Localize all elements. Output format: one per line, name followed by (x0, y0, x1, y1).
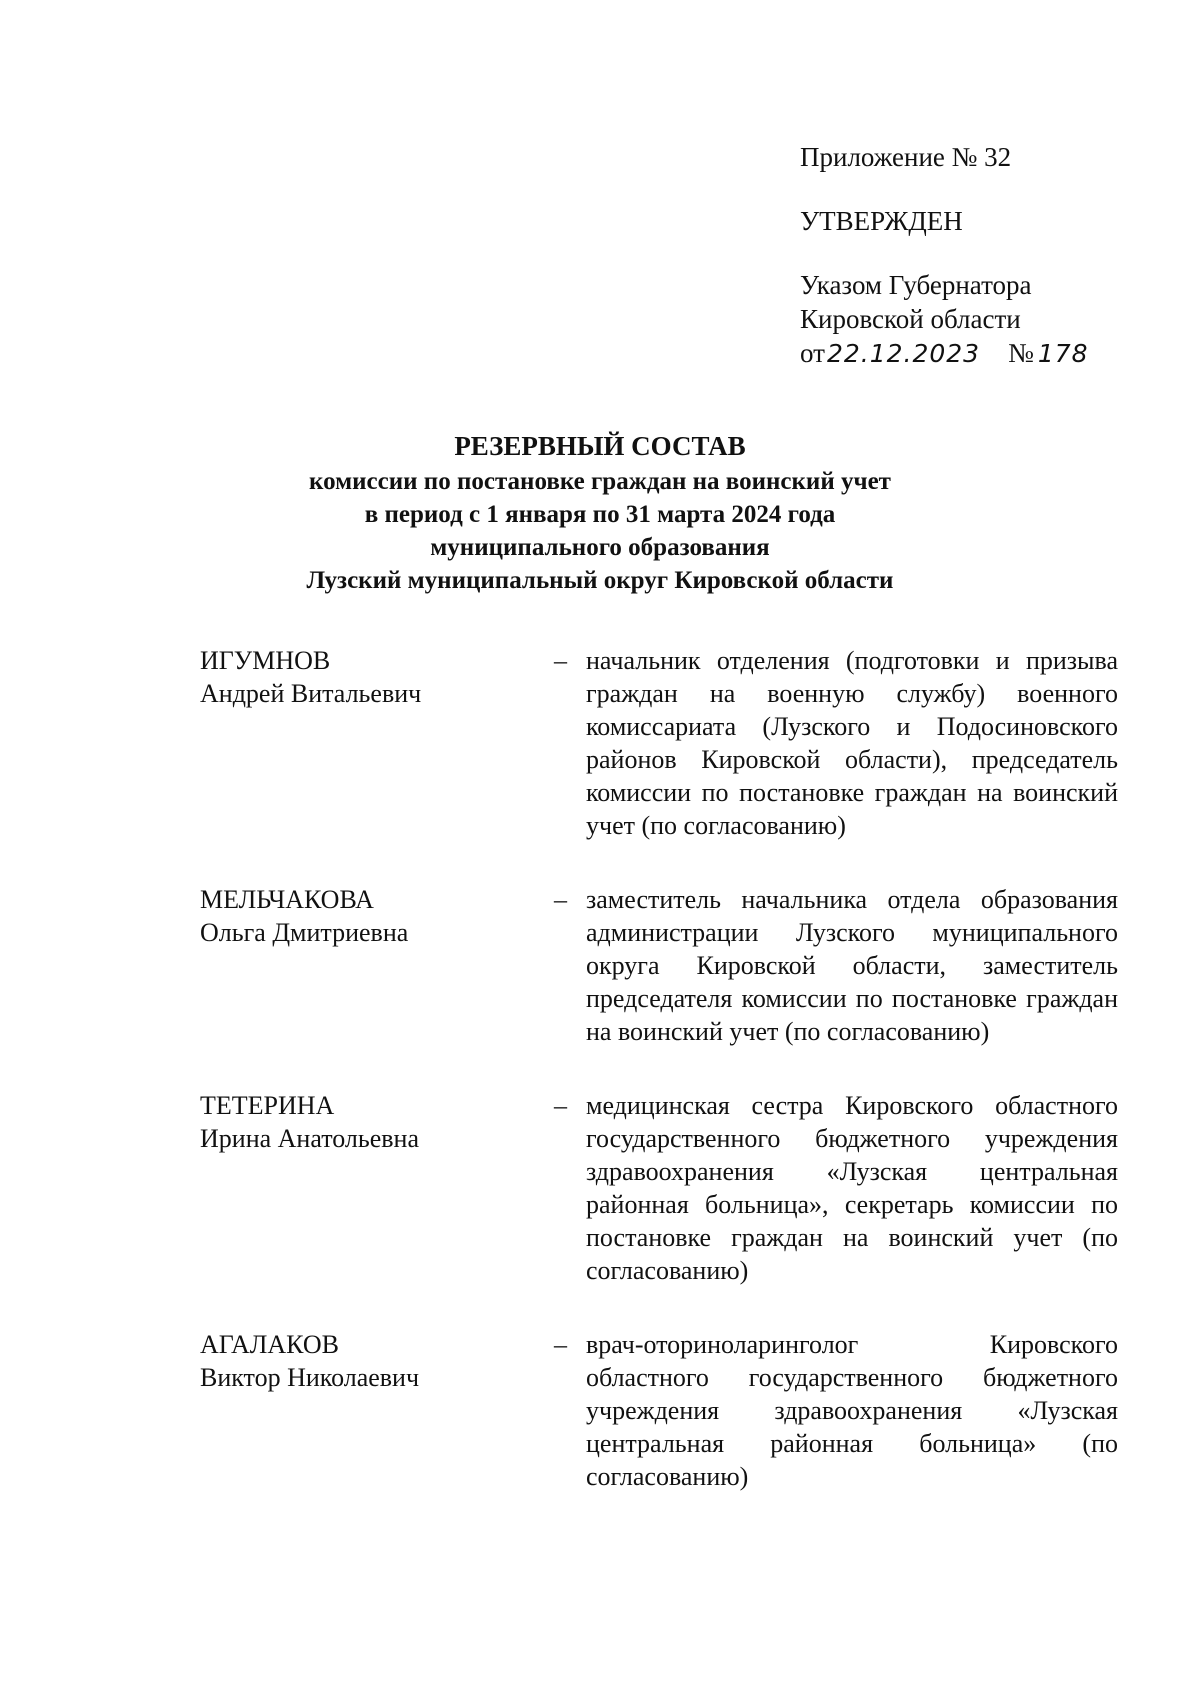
approval-stamp (800, 140, 1160, 371)
approved-by-line2: Кировской области (800, 304, 1021, 334)
decree-date: 22.12.2023 (826, 339, 981, 368)
document-title (150, 430, 1050, 597)
members-list (200, 644, 1120, 1534)
date-prefix: от (800, 338, 825, 368)
approved-label: УТВЕРЖДЕН (800, 206, 963, 236)
member-dash: – (554, 646, 567, 675)
number-prefix: № (1008, 338, 1034, 368)
member-given-name: Виктор Николаевич (200, 1363, 420, 1392)
member-row (200, 1328, 1120, 1493)
member-name (200, 644, 550, 842)
member-name (200, 883, 550, 1048)
member-dash: – (554, 1330, 567, 1359)
member-name (200, 1328, 550, 1493)
member-row (200, 644, 1120, 842)
title-main: РЕЗЕРВНЫЙ СОСТАВ (454, 431, 746, 461)
member-given-name: Андрей Витальевич (200, 679, 422, 708)
member-surname: МЕЛЬЧАКОВА (200, 885, 374, 914)
member-row (200, 883, 1120, 1048)
member-surname: ТЕТЕРИНА (200, 1091, 335, 1120)
title-line-4: Лузский муниципальный округ Кировской области (306, 567, 894, 594)
decree-date-number (800, 336, 1160, 371)
member-role: заместитель начальника отдела образования администрации Лузского муниципального округа Кировской области, заместитель председателя комиссии по постановке граждан на воинский учет (по согласованию) (586, 885, 1118, 1046)
member-given-name: Ирина Анатольевна (200, 1124, 419, 1153)
member-surname: ИГУМНОВ (200, 646, 331, 675)
member-role: врач-оториноларинголог Кировского областного государственного бюджетного учреждения здравоохранения «Лузская центральная районная больница» (по согласованию) (586, 1330, 1118, 1491)
title-line-3: муниципального образования (430, 534, 770, 561)
member-dash: – (554, 1091, 567, 1120)
member-role: начальник отделения (подготовки и призыва граждан на военную службу) военного комиссариата (Лузского и Подосиновского районов Кировской области), председатель комиссии по постановке граждан на воинский учет (по согласованию) (586, 646, 1118, 840)
title-line-2: в период с 1 января по 31 марта 2024 года (364, 501, 836, 528)
decree-number: 178 (1037, 339, 1089, 368)
member-surname: АГАЛАКОВ (200, 1330, 339, 1359)
member-name (200, 1089, 550, 1287)
member-dash: – (554, 885, 567, 914)
member-role: медицинская сестра Кировского областного государственного бюджетного учреждения здравоохранения «Лузская центральная районная больница», секретарь комиссии по постановке граждан на воинский учет (по согласованию) (586, 1091, 1118, 1285)
member-row (200, 1089, 1120, 1287)
title-line-1: комиссии по постановке граждан на воинский учет (309, 468, 891, 495)
approved-by-line1: Указом Губернатора (800, 270, 1032, 300)
appendix-number: Приложение № 32 (800, 142, 1012, 172)
member-given-name: Ольга Дмитриевна (200, 918, 409, 947)
